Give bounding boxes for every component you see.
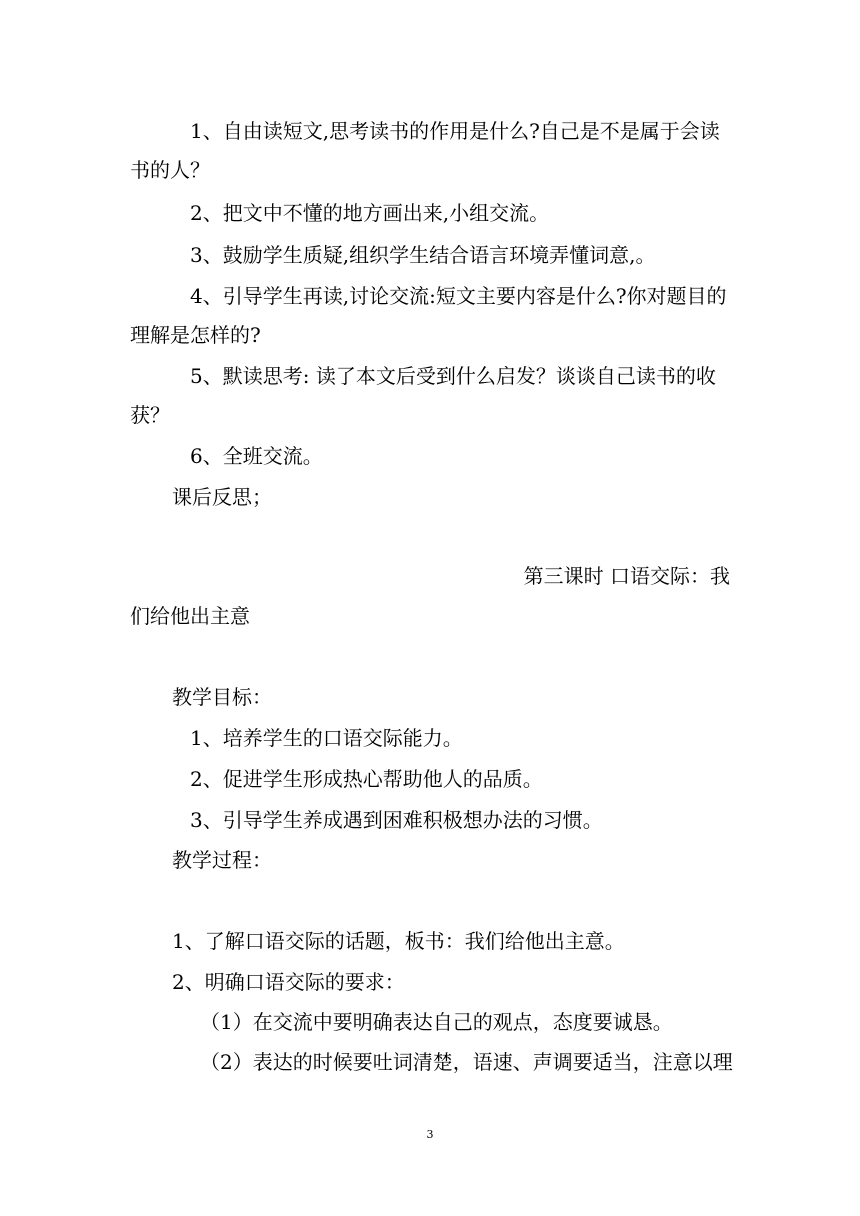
process-heading: 教学过程：: [172, 848, 272, 872]
objective-item: 2、促进学生形成热心帮助他人的品质。: [190, 767, 543, 791]
step-2: 2、把文中不懂的地方画出来,小组交流。: [190, 201, 550, 225]
process-sub-item-1: （1）在交流中要明确表达自己的观点，态度要诚恳。: [200, 1010, 673, 1034]
objective-item: 1、培养学生的口语交际能力。: [190, 726, 463, 750]
step-1-line-1: 1、自由读短文,思考读书的作用是什么?自己是不是属于会读: [190, 119, 720, 143]
step-1-line-2: 书的人？: [130, 158, 210, 182]
step-4-line-2: 理解是怎样的?: [130, 323, 261, 347]
objective-item: 3、引导学生养成遇到困难积极想办法的习惯。: [190, 808, 603, 832]
reflection-label: 课后反思；: [172, 485, 272, 509]
step-5-line-2: 获？: [130, 403, 170, 427]
page-number: 3: [426, 1128, 434, 1141]
lesson-title-line-2: 们给他出主意: [130, 604, 250, 628]
process-sub-item-2: （2）表达的时候要吐词清楚，语速、声调要适当，注意以理: [200, 1050, 733, 1074]
process-item-1: 1、了解口语交际的话题，板书：我们给他出主意。: [172, 929, 625, 953]
step-5-line-1: 5、默读思考: 读了本文后受到什么启发？谈谈自己读书的收: [190, 364, 716, 388]
step-3: 3、鼓励学生质疑,组织学生结合语言环境弄懂词意,。: [190, 243, 656, 267]
step-4-line-1: 4、引导学生再读,讨论交流:短文主要内容是什么?你对题目的: [190, 284, 727, 308]
objectives-heading: 教学目标：: [172, 685, 272, 709]
process-item-2: 2、明确口语交际的要求：: [172, 970, 405, 994]
step-6: 6、全班交流。: [190, 444, 323, 468]
lesson-title-line-1: 第三课时 口语交际：我: [523, 564, 730, 588]
